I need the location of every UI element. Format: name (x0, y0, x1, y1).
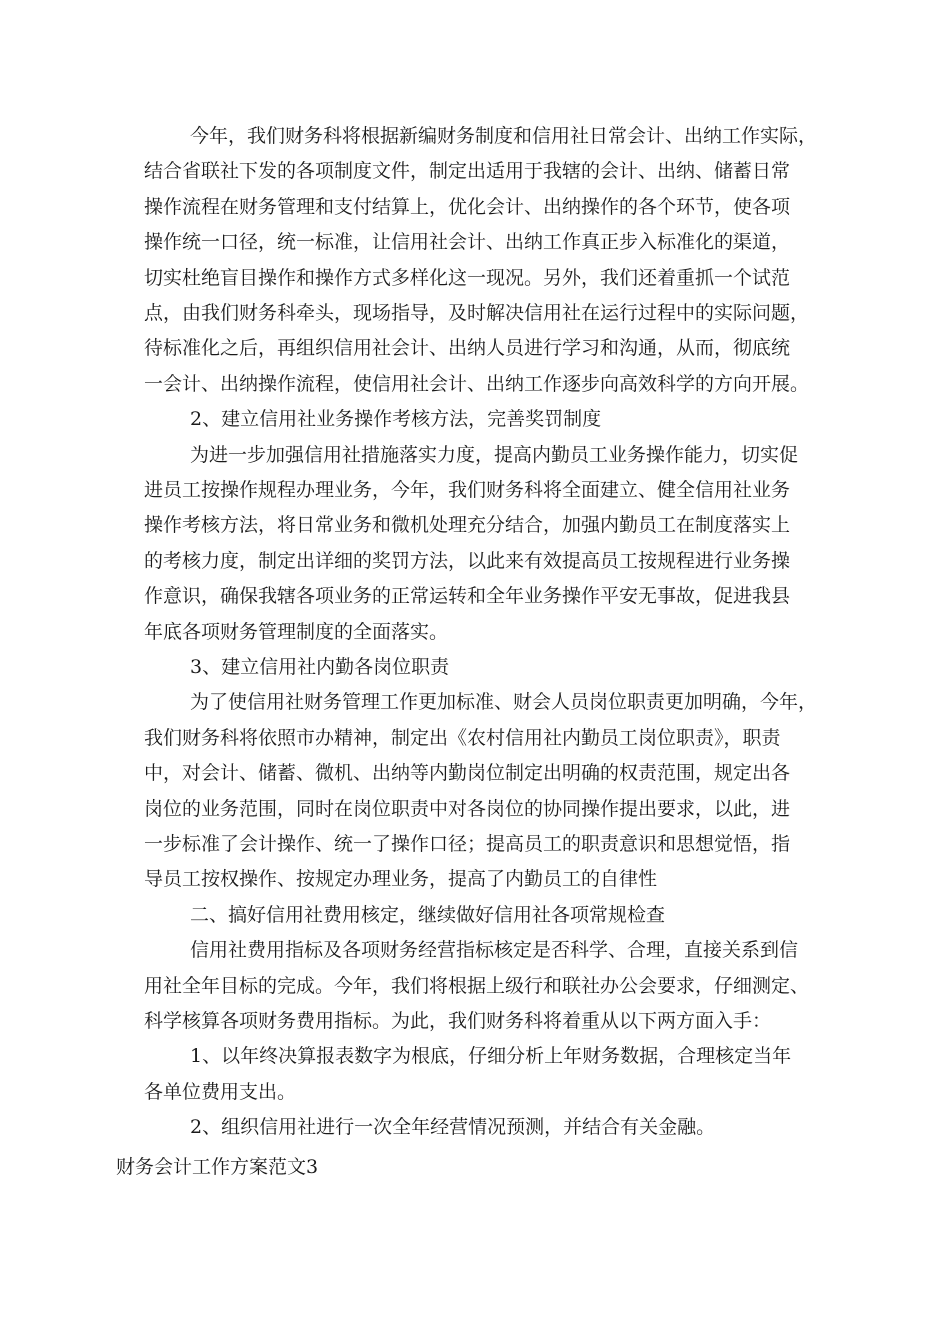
body-line-7: 待标准化之后，再组织信用社会计、出纳人员进行学习和沟通，从而，彻底统 (144, 337, 791, 359)
body-line-1: 今年，我们财务科将根据新编财务制度和信用社日常会计、出纳工作实际， (190, 125, 818, 147)
body-line-18: 我们财务科将依照市办精神，制定出《农村信用社内勤员工岗位职责》，职责 (144, 727, 781, 749)
body-line-5: 切实杜绝盲目操作和操作方式多样化这一现况。另外，我们还着重抓一个试范 (144, 267, 791, 289)
body-line-20: 岗位的业务范围，同时在岗位职责中对各岗位的协同操作提出要求，以此，进 (144, 798, 791, 820)
section-heading: 3、建立信用社内勤各岗位职责 (190, 656, 450, 678)
body-line-19: 中，对会计、储蓄、微机、出纳等内勤岗位制定出明确的权责范围，规定出各 (144, 762, 791, 784)
body-line-21: 一步标准了会计操作、统一了操作口径；提高员工的职责意识和思想觉悟，指 (144, 833, 791, 855)
body-line-27: 1、以年终决算报表数字为根底，仔细分析上年财务数据，合理核定当年 (190, 1045, 792, 1067)
body-line-10: 为进一步加强信用社措施落实力度，提高内勤员工业务操作能力，切实促 (190, 444, 799, 466)
body-line-12: 操作考核方法，将日常业务和微机处理充分结合，加强内勤员工在制度落实上 (144, 514, 791, 536)
body-line-3: 操作流程在财务管理和支付结算上，优化会计、出纳操作的各个环节，使各项 (144, 196, 791, 218)
next-section-title: 财务会计工作方案范文3 (116, 1156, 319, 1178)
section-heading: 2、建立信用社业务操作考核方法，完善奖罚制度 (190, 408, 602, 430)
body-line-22: 导员工按权操作、按规定办理业务，提高了内勤员工的自律性 (144, 868, 658, 890)
body-line-11: 进员工按操作规程办理业务，今年，我们财务科将全面建立、健全信用社业务 (144, 479, 791, 501)
body-line-24: 信用社费用指标及各项财务经营指标核定是否科学、合理，直接关系到信 (190, 939, 799, 961)
body-line-4: 操作统一口径，统一标准，让信用社会计、出纳工作真正步入标准化的渠道， (144, 231, 791, 253)
body-line-14: 作意识，确保我辖各项业务的正常运转和全年业务操作平安无事故，促进我县 (144, 585, 791, 607)
body-line-17: 为了使信用社财务管理工作更加标准、财会人员岗位职责更加明确，今年， (190, 691, 818, 713)
body-line-26: 科学核算各项财务费用指标。为此，我们财务科将着重从以下两方面入手： (144, 1010, 772, 1032)
body-line-6: 点，由我们财务科牵头，现场指导，及时解决信用社在运行过程中的实际问题， (144, 302, 810, 324)
section-heading: 二、搞好信用社费用核定，继续做好信用社各项常规检查 (190, 904, 666, 926)
body-line-8: 一会计、出纳操作流程，使信用社会计、出纳工作逐步向高效科学的方向开展。 (144, 373, 810, 395)
body-line-13: 的考核力度，制定出详细的奖罚方法，以此来有效提高员工按规程进行业务操 (144, 550, 791, 572)
body-line-29: 2、组织信用社进行一次全年经营情况预测，并结合有关金融。 (190, 1116, 716, 1138)
body-line-28: 各单位费用支出。 (144, 1081, 297, 1103)
body-line-2: 结合省联社下发的各项制度文件，制定出适用于我辖的会计、出纳、储蓄日常 (144, 160, 791, 182)
body-line-15: 年底各项财务管理制度的全面落实。 (144, 621, 449, 643)
body-line-25: 用社全年目标的完成。今年，我们将根据上级行和联社办公会要求，仔细测定、 (144, 975, 810, 997)
